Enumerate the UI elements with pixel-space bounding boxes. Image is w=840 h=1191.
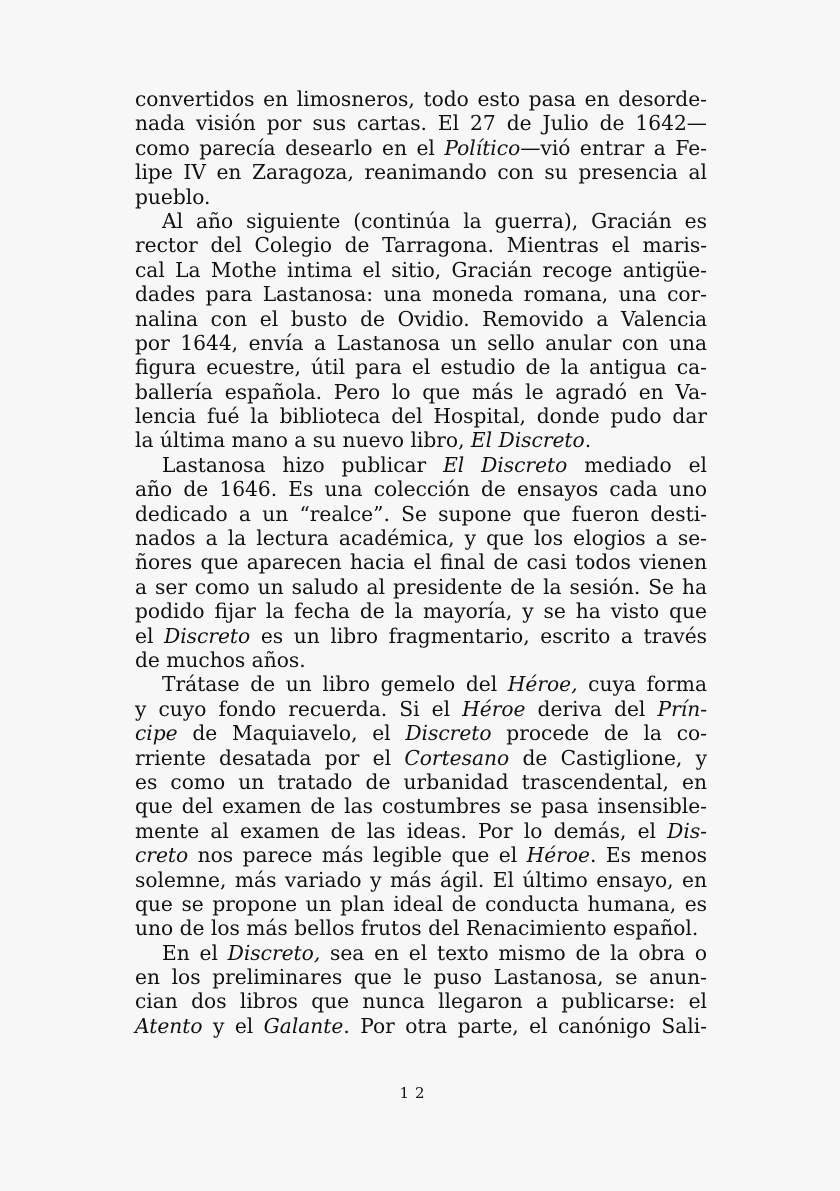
- text-line: la última mano a su nuevo libro, El Discreto.: [135, 428, 592, 453]
- text-line: convertidos en limosneros, todo esto pasa en desorde-: [135, 87, 707, 111]
- text-line: lencia fué la biblioteca del Hospital, donde pudo dar: [135, 404, 707, 429]
- text-line: dades para Lastanosa: una moneda romana, una cor-: [135, 282, 707, 307]
- text-line: que del examen de las costumbres se pasa insensible-: [135, 794, 707, 819]
- body-text: [135, 87, 707, 1038]
- text-line: de muchos años.: [135, 647, 306, 672]
- text-line: y cuyo fondo recuerda. Si el Héroe deriva del Prín-: [135, 696, 708, 721]
- text-line: cal La Mothe intima el sitio, Gracián recoge antigüe-: [135, 257, 707, 282]
- text-line: solemne, más variado y más ágil. El último ensayo, en: [135, 867, 707, 892]
- text-line: podido fijar la fecha de la mayoría, y se ha visto que: [135, 599, 707, 624]
- text-line: mente al examen de las ideas. Por lo demás, el Dis-: [135, 818, 707, 843]
- page-number: 12: [399, 1084, 431, 1102]
- text-line: ballería española. Pero lo que más le agradó en Va-: [135, 379, 707, 404]
- text-line: rector del Colegio de Tarragona. Mientras el maris-: [135, 233, 707, 258]
- text-line: es como un tratado de urbanidad trascendental, en: [135, 769, 707, 794]
- text-line: rriente desatada por el Cortesano de Castiglione, y: [135, 745, 708, 770]
- text-line: en los preliminares que le puso Lastanosa, se anun-: [135, 965, 707, 990]
- text-line: Al año siguiente (continúa la guerra), Gracián es: [162, 208, 707, 233]
- text-line: dedicado a un “realce”. Se supone que fueron desti-: [135, 501, 707, 526]
- text-line: Trátase de un libro gemelo del Héroe, cuya forma: [162, 672, 707, 697]
- text-line: nada visión por sus cartas. El 27 de Julio de 1642—: [135, 111, 707, 136]
- text-line: a ser como un saludo al presidente de la sesión. Se ha: [135, 574, 707, 599]
- text-line: nalina con el busto de Ovidio. Removido a Valencia: [135, 306, 707, 331]
- text-line: En el Discreto, sea en el texto mismo de la obra o: [162, 940, 707, 965]
- text-line: Atento y el Galante. Por otra parte, el canónigo Sali-: [135, 1013, 707, 1038]
- text-line: que se propone un plan ideal de conducta humana, es: [135, 891, 707, 916]
- text-line: Lastanosa hizo publicar El Discreto mediado el: [162, 452, 707, 477]
- text-line: el Discreto es un libro fragmentario, escrito a través: [135, 623, 707, 648]
- text-line: figura ecuestre, útil para el estudio de la antigua ca-: [135, 355, 707, 380]
- text-line: como parecía desearlo en el Político—vió entrar a Fe-: [135, 135, 707, 160]
- text-line: cian dos libros que nunca llegaron a publicarse: el: [135, 989, 707, 1014]
- text-line: lipe IV en Zaragoza, reanimando con su presencia al: [135, 160, 707, 185]
- text-line: cipe de Maquiavelo, el Discreto procede de la co-: [135, 721, 707, 746]
- text-line: ñores que aparecen hacia el final de casi todos vienen: [135, 550, 707, 575]
- text-line: creto nos parece más legible que el Héroe. Es menos: [135, 843, 707, 868]
- text-line: uno de los más bellos frutos del Renacimiento español.: [135, 916, 699, 941]
- text-line: nados a la lectura académica, y que los elogios a se-: [135, 526, 707, 551]
- text-line: por 1644, envía a Lastanosa un sello anular con una: [135, 330, 707, 355]
- text-line: año de 1646. Es una colección de ensayos cada uno: [135, 477, 707, 502]
- text-line: pueblo.: [135, 184, 211, 209]
